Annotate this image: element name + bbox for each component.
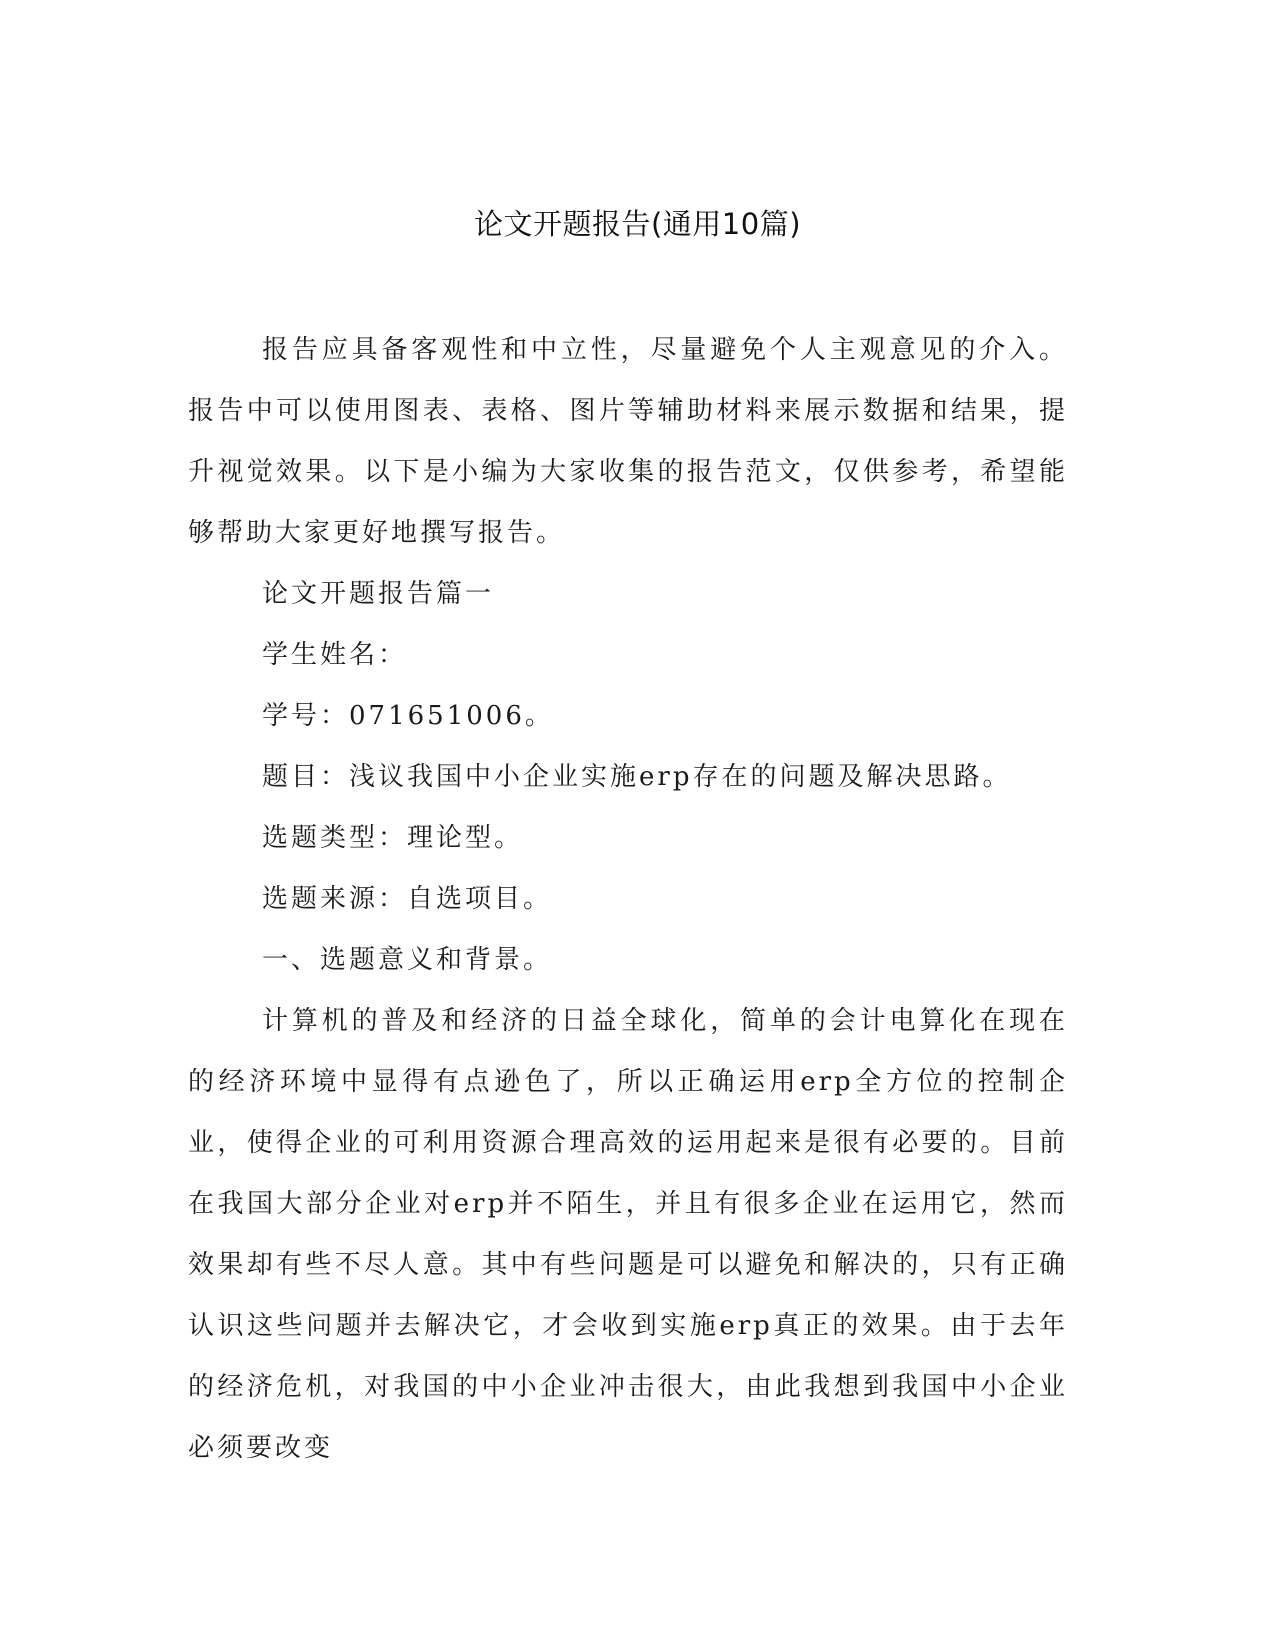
document-body <box>188 320 1068 1479</box>
section-heading: 论文开题报告篇一 <box>262 579 495 609</box>
part-one-paragraph: 计算机的普及和经济的日益全球化，简单的会计电算化在现在的经济环境中显得有点逊色了，所以正确运用erp全方位的控制企业，使得企业的可利用资源合理高效的运用起来是很有必要的。目前在我国大部分企业对erp并不陌生，并且有很多企业在运用它，然而效果却有些不尽人意。其中有些问题是可以避免和解决的，只有正确认识这些问题并去解决它，才会收到实施erp真正的效果。由于去年的经济危机，对我国的中小企业冲击很大，由此我想到我国中小企业必须要改变 <box>188 1006 1068 1463</box>
intro-paragraph: 报告应具备客观性和中立性，尽量避免个人主观意见的介入。报告中可以使用图表、表格、图片等辅助材料来展示数据和结果，提升视觉效果。以下是小编为大家收集的报告范文，仅供参考，希望能够帮助大家更好地撰写报告。 <box>188 335 1068 548</box>
document-title: 论文开题报告(通用10篇) <box>473 207 802 241</box>
part-one-heading: 一、选题意义和背景。 <box>262 945 553 975</box>
topic-type-line: 选题类型：理论型。 <box>262 823 524 853</box>
student-name-line: 学生姓名： <box>262 640 408 670</box>
student-id-line: 学号：071651006。 <box>262 701 554 731</box>
topic-source-line: 选题来源：自选项目。 <box>262 884 553 914</box>
topic-line: 题目：浅议我国中小企业实施erp存在的问题及解决思路。 <box>262 762 1012 792</box>
